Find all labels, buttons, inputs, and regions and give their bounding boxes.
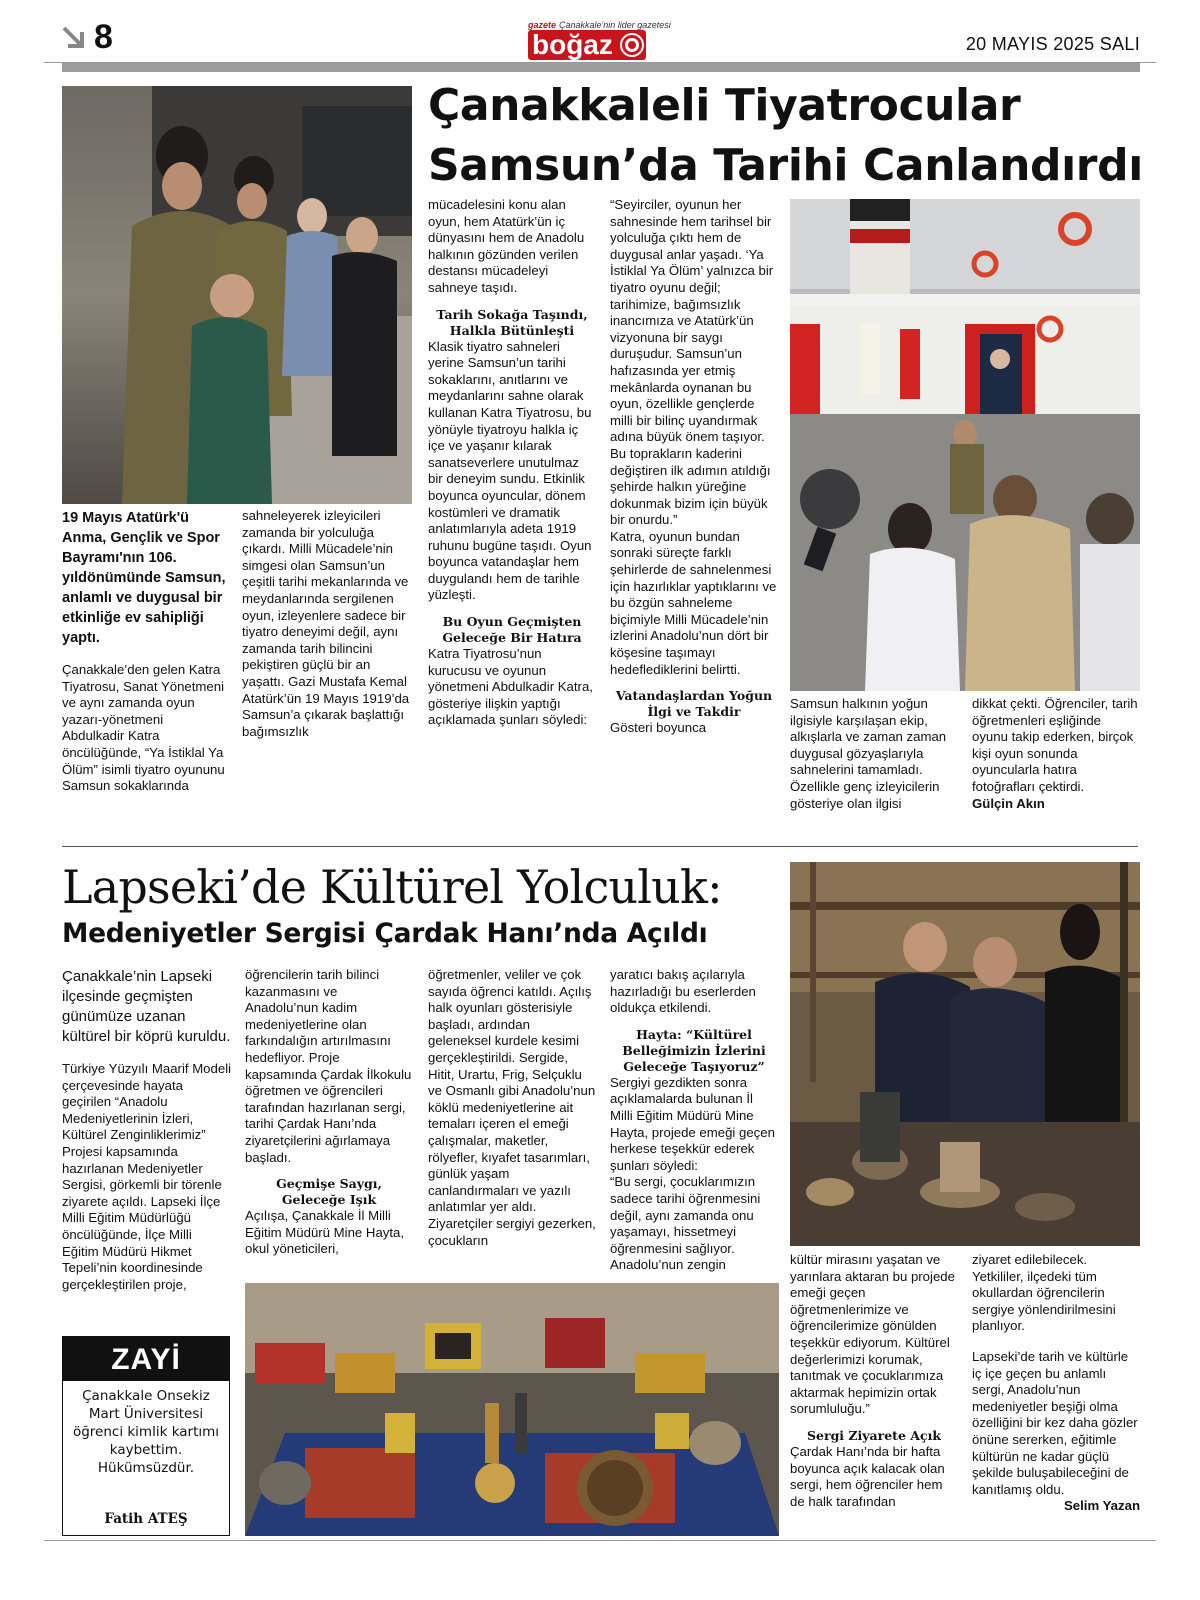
article1-subheading-1: Tarih Sokağa Taşındı, Halkla Bütünleşti: [436, 306, 588, 338]
article1-col6-body: dikkat çekti. Öğrenciler, tarih öğretmenleri eşliğinde oyunu takip ederken, birçok kişi oyun sonunda oyuncularla hatıra fotoğrafları çektirdi.: [972, 696, 1138, 794]
logo-slogan: Çanakkale'nin lider gazetesi: [559, 20, 671, 30]
article2-subheading-2: Hayta: “Kültürel Belleğimizin İzlerini Geleceğe Taşıyoruz”: [622, 1026, 766, 1074]
article1-title-line2: Samsun’da Tarihi Canlandırdı: [428, 140, 1143, 191]
article1-subheading-2: Bu Oyun Geçmişten Geleceğe Bir Hatıra: [442, 614, 582, 646]
lost-notice-heading: ZAYİ: [63, 1337, 229, 1381]
article2-col3-body: öğretmenler, veliler ve çok sayıda öğrenci katıldı. Açılış halk oyunları gösterisiyle başladı, ardından geleneksel kurdele kesimi gerçekleştirildi. Sergide, Hitit, Urartu, Frig, Selçuklu ve Osmanlı gibi Anadolu’nun köklü medeniyetlerine ait temaları içeren el emeği çalışmalar, maketler, rölyefler, kıyafet tasarımları, günlük yaşam canlandırmaları ve yazılı anlatımlar yer aldı. Ziyaretçiler sergiyi gezerken, çocukların: [428, 967, 596, 1248]
article1-subheading-3: Vatandaşlardan Yoğun İlgi ve Takdir: [615, 688, 773, 720]
page-number: [60, 18, 113, 57]
lost-notice-box: [62, 1336, 230, 1536]
article1-col2-body: sahneleyerek izleyicileri zamanda bir yolculuğa çıkardı. Milli Mücadele’nin simgesi olan Samsun’un çeşitli tarihi mekanlarında ve meydanlarında sergilenen oyun, izleyenlere sadece bir tiyatro deneyimi değil, aynı zamanda tarih bilincini pekiştiren güçlü bir an yaşattı. Gazi Mustafa Kemal Atatürk’ün 19 Mayıs 1919’da Samsun’a çıkarak başlattığı bağımsızlık: [242, 508, 410, 739]
logo-wordmark: boğaz: [528, 30, 646, 60]
article2-column-6: [972, 1252, 1140, 1538]
footer-rule: [44, 1540, 1156, 1541]
article2-col4-p1: yaratıcı bakış açılarıyla hazırladığı bu eserlerden oldukça etkilendi.: [610, 967, 756, 1016]
article2-col6-p2: Lapseki’de tarih ve kültürle iç içe geçen bu anlamlı sergi, Anadolu’nun medeniyetler beşiği olma özelliğini bir kez daha gözler önüne sererken, eğitimle kültürün ne kadar güçlü şekilde buluşabileceğini de kanıtlamış oldu.: [972, 1348, 1138, 1497]
article1-col4-p3: Gösteri boyunca: [610, 720, 707, 736]
article2-subheading-3: Sergi Ziyarete Açık: [807, 1427, 941, 1443]
article1-title-line1: Çanakkaleli Tiyatrocular: [428, 80, 1021, 131]
newspaper-logo: [528, 20, 671, 60]
article2-col5-p1: kültür mirasını yaşatan ve yarınlara aktaran bu projede emeği geçen öğretmenlerimize ve öğrencilerimize gönülden teşekkür ediyorum. Kültürel değerlerimizi korumak, tanıtmak ve çocuklarımıza aktarmak hepimizin ortak sorumluluğu.”: [790, 1252, 955, 1417]
article1-column-3: [428, 197, 596, 837]
article2-col6-p1: ziyaret edilebilecek. Yetkililer, ilçedeki tüm okullardan öğrencilerin sergiye yönlendirilmesini planlıyor.: [972, 1252, 1116, 1334]
article2-col1-body: Türkiye Yüzyılı Maarif Modeli çerçevesinde hayata geçirilen “Anadolu Medeniyetlerinin İzleri, Kültürel Zenginliklerimiz” Projesi kapsamında hazırlanan Medeniyetler Sergisi, görkemli bir törenle ziyarete açıldı. Lapseki İlçe Milli Eğitim Müdürlüğü öncülüğünde, İlçe Milli Eğitim Müdürü Hikmet Tepeli’nin koordinesinde gerçekleştirilen proje,: [62, 1061, 232, 1292]
article-separator: [62, 846, 1138, 847]
article1-column-4: [610, 197, 778, 837]
article1-col4-p2: Katra, oyunun bundan sonraki süreçte farklı şehirlerde de sahnelenmesi için hazırlıklar yaptıklarını ve bu özgün sahneleme biçimiyle Milli Mücadele’nin izlerini Anadolu’nun dört bir köşesine taşımayı hedeflediklerini belirtti.: [610, 528, 777, 677]
article2-title: Lapseki’de Kültürel Yolculuk:: [62, 860, 722, 914]
header-bar: [62, 63, 1140, 72]
article1-col5-body: Samsun halkının yoğun ilgisiyle karşılaşan ekip, alkışlarla ve zaman zaman duygusal gözyaşlarıyla sahnelerini tamamladı. Özellikle genç izleyicilerin gösteriye olan ilgisi: [790, 696, 947, 811]
article2-subheading-1: Geçmişe Saygı, Geleceğe Işık: [276, 1176, 382, 1208]
article2-column-4: [610, 967, 778, 1277]
photo-exhibition-artifacts: [245, 1283, 779, 1536]
article1-column-5: [790, 696, 958, 838]
article1-author: Gülçin Akın: [972, 795, 1045, 811]
article1-col3-p3: Katra Tiyatrosu’nun kurucusu ve oyunun yönetmeni Abdulkadir Katra, gösteriye ilişkin yaptığı açıklamada şunları söyledi:: [428, 646, 593, 728]
article2-column-2: [245, 967, 413, 1277]
article1-col4-p1: “Seyirciler, oyunun her sahnesinde hem tarihsel bir yolculuğa çıktı hem de duygusal anlar yaşadı. ‘Ya İstiklal Ya Ölüm’ yalnızca bir tiyatro oyunu değil; tarihimize, bağımsızlık inancımıza ve Atatürk’ün vizyonuna bir saygı duruşudur. Samsun’un hafızasında yer etmiş mekânlarda oynanan bu oyun, özellikle gençlerde milli bir bilinç uyandırmak adına büyük önem taşıyor. Bu toprakların kaderini değiştiren ilk adımın atıldığı şehirde halkın yüreğine dokunmak bizim için büyük bir onurdu.”: [610, 197, 774, 528]
article2-col2-p1: öğrencilerin tarih bilinci kazanmasını ve Anadolu’nun kadim medeniyetlerine olan farkındalığın artırılmasını hedefliyor. Proje kapsamında Çardak İlkokulu öğretmen ve öğrencileri tarafından hazırlanan sergi, tarihi Çardak Hanı’nda ziyaretçilerini ağırlamaya başladı.: [245, 967, 412, 1165]
lost-notice-text: Çanakkale Onsekiz Mart Üniversitesi öğrenci kimlik kartımı kaybettim. Hükümsüzdür.: [72, 1388, 220, 1476]
article1-col3-p2: Klasik tiyatro sahneleri yerine Samsun’un tarihi sokaklarını, anıtlarını ve meydanlarını sahne olarak kullanan Katra Tiyatrosu, bu yönüyle tiyatroyu halkla iç içe ve yaşanır kılarak sanatseverlere unutulmaz bir deneyim sundu. Etkinlik boyunca oyuncular, dönem kostümleri ve dramatik anlatımlarıyla adeta 1919 ruhunu bugüne taşıdı. Oyun boyunca vatandaşlar hem duygulandı hem de tarihle yüzleşti.: [428, 338, 592, 603]
article2-subtitle: Medeniyetler Sergisi Çardak Hanı’nda Açıldı: [62, 918, 708, 949]
photo-actors-crowd: [62, 86, 412, 504]
photo-exhibition-officials: [790, 862, 1140, 1246]
photo-ship-performance: [790, 199, 1140, 691]
article1-column-1: [62, 508, 228, 838]
article2-col2-p2: Açılışa, Çanakkale İl Milli Eğitim Müdürü Mine Hayta, okul yöneticileri,: [245, 1208, 405, 1257]
article2-col5-p2: Çardak Hanı’nda bir hafta boyunca açık kalacak olan sergi, hem öğrenciler hem de halk tarafından: [790, 1443, 945, 1509]
logo-tagline: gazete: [528, 20, 557, 30]
article2-column-3: [428, 967, 596, 1277]
issue-date: 20 MAYIS 2025 SALI: [965, 34, 1140, 54]
article2-lead: Çanakkale’nin Lapseki ilçesinde geçmişten günümüze uzanan kültürel bir köprü kuruldu.: [62, 968, 231, 1045]
page-number-text: 8: [94, 18, 113, 56]
article2-col4-p3: “Bu sergi, çocuklarımızın sadece tarihi öğrenmesini değil, aynı zamanda onu yaşamayı, hissetmeyi öğrenmesini sağlıyor. Anadolu’nun zengin: [610, 1174, 761, 1273]
article1-column-6: [972, 696, 1140, 838]
article2-author: Selim Yazan: [1064, 1498, 1140, 1514]
article2-column-5: [790, 1252, 958, 1538]
logo-badge-icon: [622, 35, 642, 55]
article1-lead: 19 Mayıs Atatürk'ü Anma, Gençlik ve Spor Bayramı'nın 106. yıldönümünde Samsun, anlamlı ve duygusal bir etkinliğe ev sahipliği yaptı.: [62, 510, 226, 646]
arrow-down-right-icon: [60, 24, 88, 52]
article1-col3-p1: mücadelesini konu alan oyun, hem Atatürk’ün iç dünyasını hem de Anadolu halkının gözünden verilen destansı mücadeleyi sahneye taşıdı.: [428, 197, 585, 295]
lost-notice-name: Fatih ATEŞ: [104, 1511, 188, 1527]
article2-column-1: [62, 967, 232, 1331]
article2-col4-p2: Sergiyi gezdikten sonra açıklamalarda bulunan İl Milli Eğitim Müdürü Mine Hayta, projede emeği geçen herkese teşekkür ederek şunları söyledi:: [610, 1074, 775, 1173]
article1-column-2: [242, 508, 412, 838]
article1-col1-body: Çanakkale’den gelen Katra Tiyatrosu, Sanat Yönetmeni ve aynı zamanda oyun yazarı-yönetmeni Abdulkadir Katra öncülüğünde, “Ya İstiklal Ya Ölüm” isimli tiyatro oyununu Samsun sokaklarında: [62, 662, 225, 794]
